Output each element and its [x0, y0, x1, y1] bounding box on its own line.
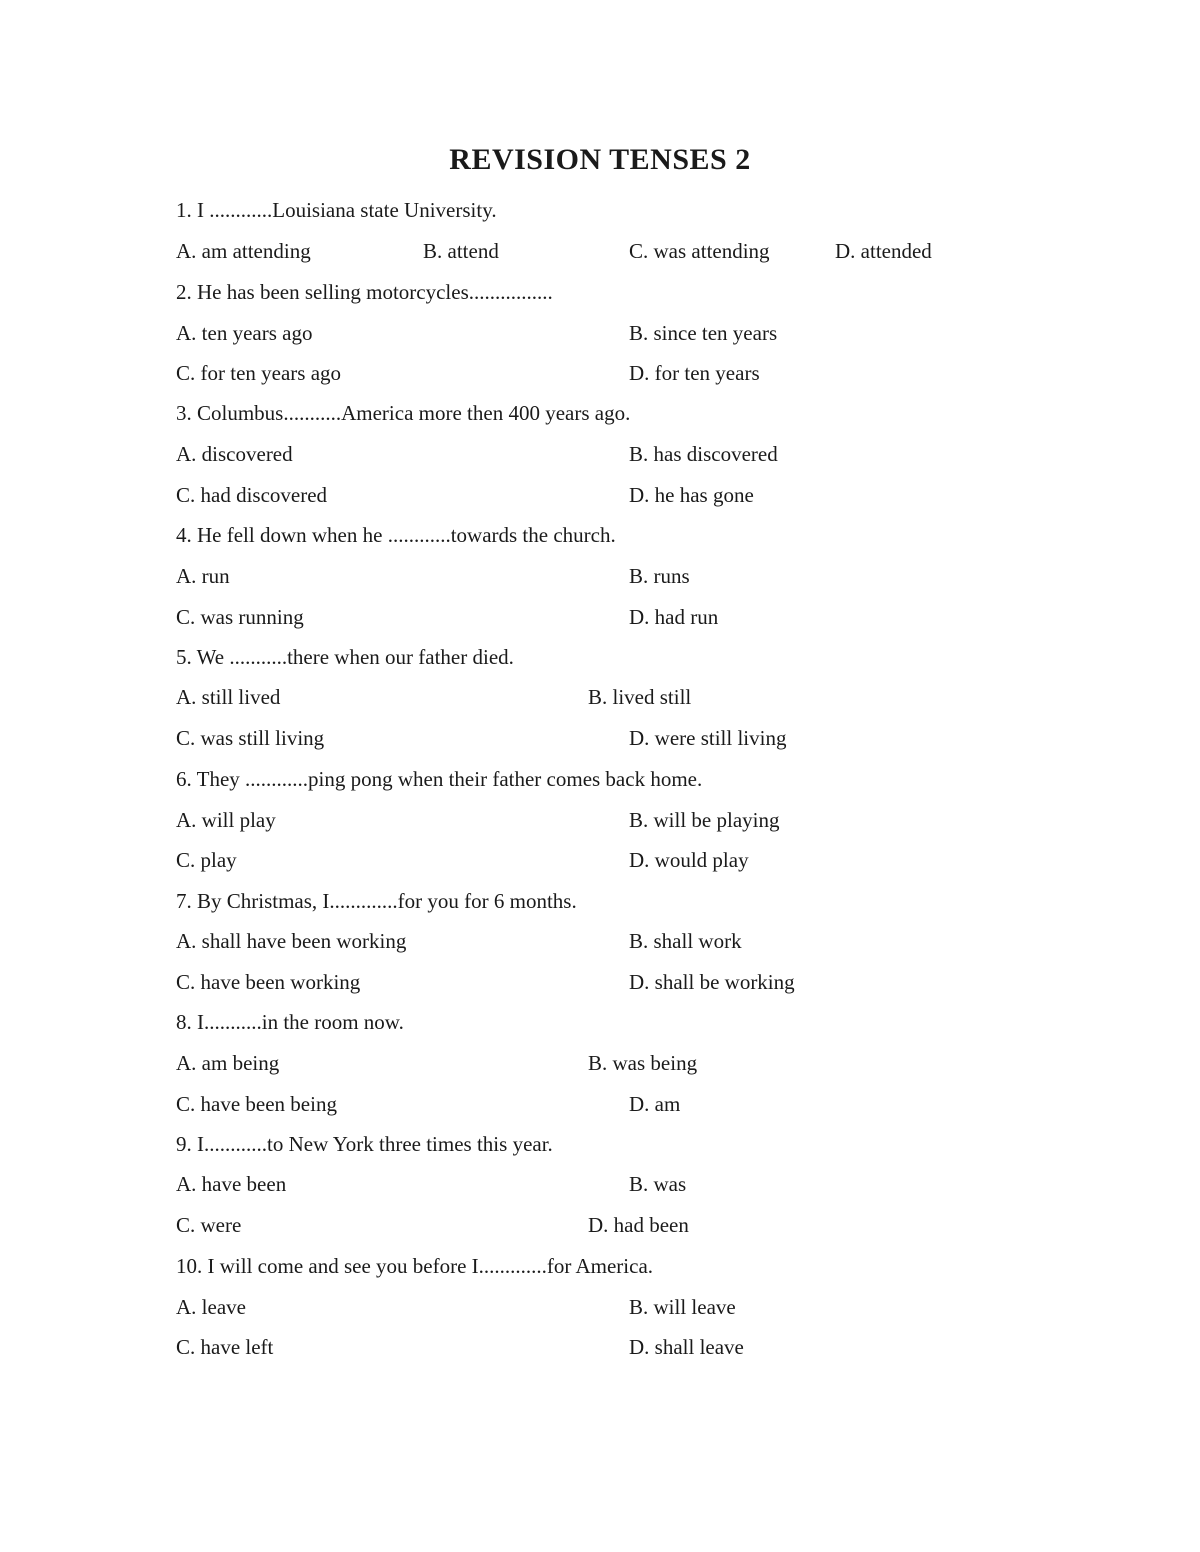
question-1-option-a: A. am attending — [176, 239, 311, 263]
question-2-stem: 2. He has been selling motorcycles................ — [176, 280, 553, 304]
question-1-option-d: D. attended — [835, 239, 932, 263]
question-2-option-d: D. for ten years — [629, 361, 760, 385]
question-5-stem: 5. We ...........there when our father died. — [176, 645, 514, 669]
question-3-stem: 3. Columbus...........America more then 400 years ago. — [176, 401, 631, 425]
question-5-option-b: B. lived still — [588, 685, 692, 709]
question-3-option-b: B. has discovered — [629, 442, 778, 466]
question-6-stem: 6. They ............ping pong when their father comes back home. — [176, 767, 703, 791]
question-8-option-a: A. am being — [176, 1051, 280, 1075]
question-1-option-c: C. was attending — [629, 239, 770, 263]
question-9-option-a: A. have been — [176, 1172, 287, 1196]
question-1-stem: 1. I ............Louisiana state University. — [176, 198, 497, 222]
question-7-stem: 7. By Christmas, I.............for you for 6 months. — [176, 889, 577, 913]
question-9-stem: 9. I............to New York three times this year. — [176, 1132, 553, 1156]
question-2-option-a: A. ten years ago — [176, 321, 313, 345]
question-8-stem: 8. I...........in the room now. — [176, 1010, 404, 1034]
question-9-option-d: D. had been — [588, 1213, 689, 1237]
question-10-option-a: A. leave — [176, 1295, 246, 1319]
question-7-option-b: B. shall work — [629, 929, 742, 953]
question-9-option-c: C. were — [176, 1213, 242, 1237]
question-10-option-d: D. shall leave — [629, 1335, 744, 1359]
question-3-option-a: A. discovered — [176, 442, 293, 466]
question-2-option-b: B. since ten years — [629, 321, 778, 345]
question-4-option-c: C. was running — [176, 605, 304, 629]
question-6-option-d: D. would play — [629, 848, 749, 872]
question-1-option-b: B. attend — [423, 239, 499, 263]
question-4-stem: 4. He fell down when he ............towards the church. — [176, 523, 616, 547]
question-4-option-b: B. runs — [629, 564, 690, 588]
question-10-option-c: C. have left — [176, 1335, 274, 1359]
question-5-option-d: D. were still living — [629, 726, 787, 750]
question-10-option-b: B. will leave — [629, 1295, 736, 1319]
question-6-option-b: B. will be playing — [629, 808, 780, 832]
question-6-option-c: C. play — [176, 848, 237, 872]
question-5-option-a: A. still lived — [176, 685, 281, 709]
question-5-option-c: C. was still living — [176, 726, 325, 750]
question-2-option-c: C. for ten years ago — [176, 361, 342, 385]
question-3-option-d: D. he has gone — [629, 483, 754, 507]
question-8-option-d: D. am — [629, 1092, 681, 1116]
question-7-option-a: A. shall have been working — [176, 929, 407, 953]
question-7-option-d: D. shall be working — [629, 970, 795, 994]
question-8-option-c: C. have been being — [176, 1092, 337, 1116]
question-8-option-b: B. was being — [588, 1051, 698, 1075]
question-4-option-d: D. had run — [629, 605, 719, 629]
question-7-option-c: C. have been working — [176, 970, 361, 994]
question-9-option-b: B. was — [629, 1172, 687, 1196]
question-6-option-a: A. will play — [176, 808, 276, 832]
document-title: REVISION TENSES 2 — [449, 143, 751, 176]
question-3-option-c: C. had discovered — [176, 483, 328, 507]
question-10-stem: 10. I will come and see you before I.............for America. — [176, 1254, 654, 1278]
question-4-option-a: A. run — [176, 564, 230, 588]
